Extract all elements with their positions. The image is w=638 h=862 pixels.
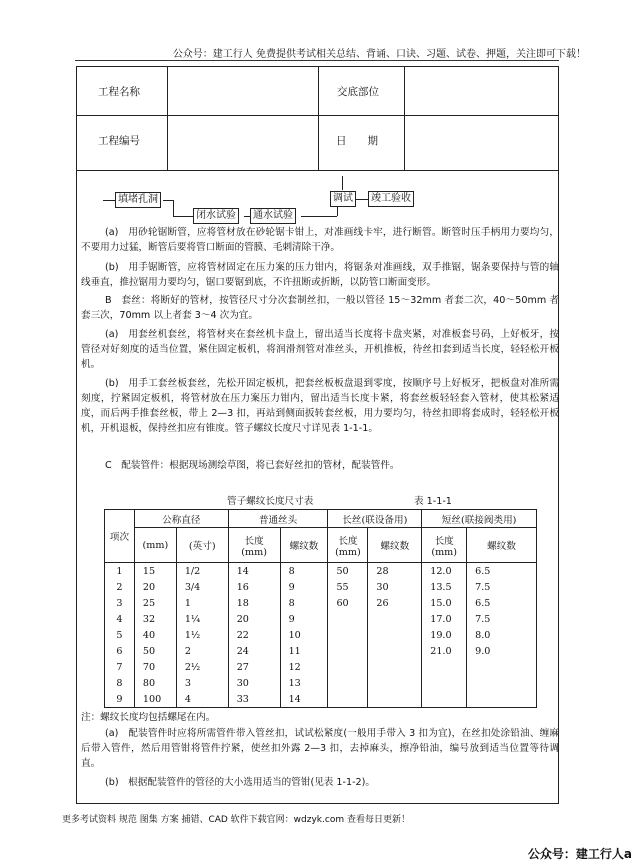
- flow-water-test: 通水试验: [250, 208, 296, 224]
- table-row: [105, 643, 537, 659]
- flow-arrow-5: [356, 199, 368, 200]
- table-cell-mm: 100: [134, 691, 176, 708]
- header-long-turns: 螺纹数: [368, 528, 422, 563]
- table-cell-inch: 2: [176, 643, 228, 659]
- table-cell-l_len: 55: [328, 579, 368, 595]
- header-short: 短丝(联接阀类用): [422, 510, 537, 528]
- table-cell-inch: 3: [176, 675, 228, 691]
- table-cell-n_len: 18: [228, 595, 280, 611]
- table-cell-s_len: 19.0: [422, 627, 467, 643]
- header-normal: 普通丝头: [228, 510, 328, 528]
- flow-fill-hole: 填堵孔洞: [115, 192, 161, 208]
- table-cell-s_len: 17.0: [422, 611, 467, 627]
- header-normal-turns: 螺纹数: [280, 528, 328, 563]
- table-cell-l_turns: 30: [368, 579, 422, 595]
- paragraph-assemble: (a) 配装管件时应将所需管件带入管丝扣，试试松紧度(一般用手带入 3 扣为宜)，在丝扣处涂铅油、缠麻后带入管件，然后用管钳将管件拧紧，使丝扣外露 2—3 扣，去掉麻头，擦净铅油，编号放到适当位置等待调直。: [81, 728, 559, 769]
- table-cell-mm: 40: [134, 627, 176, 643]
- flow-arrow-1: [163, 200, 173, 201]
- flow-connector-1: [173, 200, 174, 217]
- table-cell-no: 3: [105, 595, 135, 611]
- table-cell-l_turns: 26: [368, 595, 422, 611]
- flow-arrow-down: [342, 176, 343, 190]
- header-long: 长丝(联设备用): [328, 510, 422, 528]
- table-cell-inch: 1: [176, 595, 228, 611]
- table-cell-n_turns: 11: [280, 643, 328, 659]
- flow-closed-water-test: 闭水试验: [193, 208, 239, 224]
- table-cell-no: 1: [105, 563, 135, 580]
- table-cell-s_turns: 7.5: [467, 611, 537, 627]
- table-cell-inch: 1/2: [176, 563, 228, 580]
- table-cell-inch: 1¼: [176, 611, 228, 627]
- header-inch: (英寸): [176, 528, 228, 563]
- header-mm: (mm): [134, 528, 176, 563]
- table-cell-inch: 2½: [176, 659, 228, 675]
- table-cell-mm: 25: [134, 595, 176, 611]
- table-cell-l_len: [328, 659, 368, 675]
- table-cell-no: 9: [105, 691, 135, 708]
- table-cell-n_len: 22: [228, 627, 280, 643]
- table-cell-n_turns: 12: [280, 659, 328, 675]
- table-cell-l_turns: [368, 659, 422, 675]
- table-cell-s_turns: 6.5: [467, 595, 537, 611]
- table-cell-mm: 15: [134, 563, 176, 580]
- table-cell-no: 5: [105, 627, 135, 643]
- table-cell-no: 7: [105, 659, 135, 675]
- table-cell-no: 4: [105, 611, 135, 627]
- table-cell-inch: 1½: [176, 627, 228, 643]
- table-row: [105, 659, 537, 675]
- table-cell-l_turns: [368, 643, 422, 659]
- paragraph-pipe-wrench: (b) 根据配装管件的管径的大小选用适当的管钳(见表 1-1-2)。: [105, 777, 376, 788]
- paragraph-b-hand-saw: (b) 用手锯断管，应将管材固定在压力案的压力钳内，将锯条对准画线，双手推锯，锯条要保持与管的轴线垂直，推拉锯用力要均匀，锯口要锯到底，不许扭断或折断，以防管口断面变形。: [81, 262, 559, 288]
- table-cell-n_len: 33: [228, 691, 280, 708]
- header-rule: [75, 60, 559, 61]
- project-name-label: 工程名称: [98, 86, 140, 98]
- table-cell-mm: 32: [134, 611, 176, 627]
- table-cell-n_turns: 14: [280, 691, 328, 708]
- header-item: 项次: [105, 510, 135, 563]
- table-row: [105, 675, 537, 691]
- table-cell-n_turns: 8: [280, 563, 328, 580]
- table-caption: 管子螺纹长度尺寸表: [227, 496, 314, 507]
- table-cell-n_len: 30: [228, 675, 280, 691]
- table-number: 表 1-1-1: [414, 496, 452, 507]
- table-cell-l_turns: [368, 675, 422, 691]
- table-cell-l_len: [328, 675, 368, 691]
- paragraph-fittings: C 配装管件：根据现场测绘草图，将已套好丝扣的管材，配装管件。: [105, 460, 400, 471]
- table-cell-l_turns: [368, 627, 422, 643]
- table-row: [105, 563, 537, 580]
- table-row: [105, 579, 537, 595]
- table-cell-s_len: 15.0: [422, 595, 467, 611]
- table-cell-l_len: [328, 691, 368, 708]
- info-divider-1: [167, 66, 168, 170]
- header-normal-length: 长度 (mm): [228, 528, 280, 563]
- watermark: 公众号：建工行人a: [527, 847, 632, 861]
- flow-arrow-2: [173, 216, 193, 217]
- table-cell-s_len: 21.0: [422, 643, 467, 659]
- header-nominal: 公称直径: [134, 510, 228, 528]
- table-cell-s_len: 13.5: [422, 579, 467, 595]
- table-cell-l_len: [328, 643, 368, 659]
- table-cell-mm: 70: [134, 659, 176, 675]
- table-row: [105, 691, 537, 708]
- table-cell-n_turns: 10: [280, 627, 328, 643]
- table-cell-s_turns: 6.5: [467, 563, 537, 580]
- table-cell-l_turns: 28: [368, 563, 422, 580]
- table-row: [105, 595, 537, 611]
- table-cell-s_turns: 8.0: [467, 627, 537, 643]
- header-banner: 公众号：建工行人 免费提供考试相关总结、背诵、口诀、习题、试卷、押题，关注即可下载！: [172, 49, 586, 60]
- table-cell-l_len: [328, 611, 368, 627]
- project-no-label: 工程编号: [98, 135, 140, 147]
- table-cell-s_len: [422, 659, 467, 675]
- table-cell-no: 2: [105, 579, 135, 595]
- table-cell-n_turns: 9: [280, 611, 328, 627]
- thread-length-table: [104, 509, 537, 708]
- info-divider-3: [404, 66, 405, 170]
- info-divider-2: [318, 66, 319, 170]
- table-row: [105, 627, 537, 643]
- table-cell-l_len: 50: [328, 563, 368, 580]
- table-cell-mm: 50: [134, 643, 176, 659]
- table-cell-s_len: [422, 691, 467, 708]
- table-cell-inch: 4: [176, 691, 228, 708]
- table-cell-mm: 80: [134, 675, 176, 691]
- table-cell-s_turns: [467, 659, 537, 675]
- table-cell-s_turns: 7.5: [467, 579, 537, 595]
- paragraph-manual-threading: (b) 用手工套丝板套丝，先松开固定板机，把套丝板板盘退到零度，按顺序号上好板牙，把板盘对准所需刻度，拧紧固定板机，将管材放在压力案压力钳内，留出适当长度卡紧，将套丝板轻轻套入管材，使其松紧适度，而后两手推套丝板，带上 2—3 扣，再站到侧面扳转套丝板，用力要均匀，待丝扣即将套成时，轻轻松开板机，开机退板，保持丝扣应有锥度。管子螺纹长度尺寸详见表 1-1-1。: [81, 378, 559, 434]
- table-cell-l_turns: [368, 611, 422, 627]
- table-cell-mm: 20: [134, 579, 176, 595]
- table-cell-n_len: 14: [228, 563, 280, 580]
- header-short-length: 长度 (mm): [422, 528, 467, 563]
- paragraph-machine-threading: (a) 用套丝机套丝，将管材夹在套丝机卡盘上，留出适当长度将卡盘夹紧，对准板套号码，上好板牙，按管径对好刻度的适当位置，紧住固定板机，将润滑剂管对准丝头，开机推板，待丝扣套到适当长度，轻轻松开板机。: [81, 329, 559, 370]
- flow-arrow-4: [301, 216, 337, 217]
- table-cell-n_turns: 9: [280, 579, 328, 595]
- table-cell-s_turns: 9.0: [467, 643, 537, 659]
- flow-arrow-in: [103, 200, 115, 201]
- header-short-turns: 螺纹数: [467, 528, 537, 563]
- flow-acceptance: 竣工验收: [368, 191, 414, 207]
- table-cell-n_turns: 8: [280, 595, 328, 611]
- table-cell-n_turns: 13: [280, 675, 328, 691]
- footer-text: 更多考试资料 规范 图集 方案 捕错、CAD 软件下载官网：wdzyk.com 查看每日更新！: [62, 815, 410, 825]
- table-cell-s_len: [422, 675, 467, 691]
- table-cell-l_len: [328, 627, 368, 643]
- table-cell-n_len: 16: [228, 579, 280, 595]
- table-cell-inch: 3/4: [176, 579, 228, 595]
- table-cell-n_len: 27: [228, 659, 280, 675]
- table-cell-s_len: 12.0: [422, 563, 467, 580]
- paragraph-threading: B 套丝：将断好的管材，按管径尺寸分次套制丝扣，一般以管径 15～32mm 者套二次，40～50mm 者套三次，70mm 以上者套 3～4 次为宜。: [81, 295, 559, 321]
- table-cell-no: 8: [105, 675, 135, 691]
- handover-label: 交底部位: [337, 86, 379, 98]
- table-cell-n_len: 20: [228, 611, 280, 627]
- table-cell-l_turns: [368, 691, 422, 708]
- table-cell-l_len: 60: [328, 595, 368, 611]
- table-note: 注：螺纹长度均包括螺尾在内。: [81, 712, 216, 723]
- table-cell-no: 6: [105, 643, 135, 659]
- date-label: 日 期: [336, 135, 378, 147]
- table-row: [105, 611, 537, 627]
- header-long-length: 长度 (mm): [328, 528, 368, 563]
- table-cell-s_turns: [467, 691, 537, 708]
- table-cell-s_turns: [467, 675, 537, 691]
- paragraph-a-saw: (a) 用砂轮锯断管，应将管材放在砂轮锯卡钳上，对准画线卡牢，进行断管。断管时压手柄用力要均匀，不要用力过猛，断管后要将管口断面的管膜、毛刺清除干净。: [81, 227, 559, 253]
- flow-commissioning: 调试: [330, 191, 356, 207]
- table-cell-n_len: 24: [228, 643, 280, 659]
